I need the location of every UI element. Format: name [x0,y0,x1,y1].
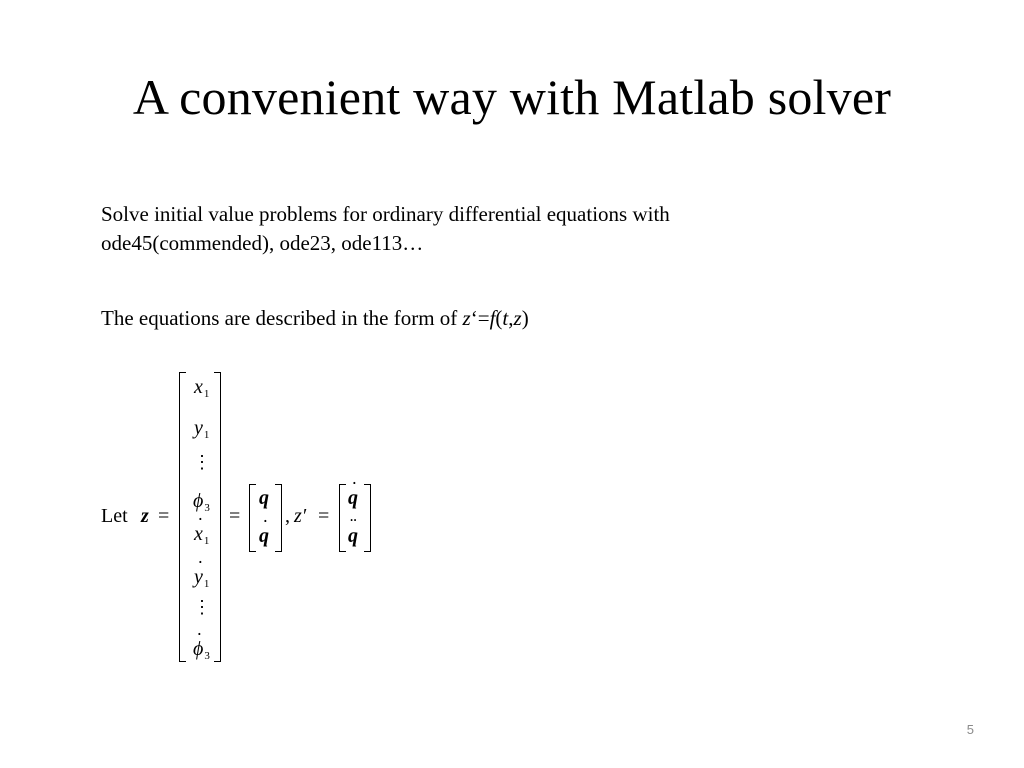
let-label: Let [101,505,128,527]
form-comma: , [508,306,514,330]
q-left-bracket [249,484,256,552]
form-text: The equations are described in the form of [101,306,463,330]
q-right-bracket [275,484,282,552]
slide-title: A convenient way with Matlab solver [132,69,892,125]
z-symbol: z [141,505,149,527]
comma: , [285,505,290,527]
entry-ydot1: ˙ $y_1$ [194,565,208,592]
form-f: f [489,306,496,330]
entry-phi3: $\phi_3$ [193,490,210,514]
entry-vdots-1: ⋮ [193,452,211,472]
solvers-line-1: Solve initial value problems for ordinary differential equations with [101,202,670,226]
q-symbol: q [259,487,269,509]
equals-2: = [229,505,241,527]
vector-right-bracket [214,372,221,662]
vector-left-bracket [179,372,186,662]
entry-vdots-2: ⋮ [193,597,211,617]
solvers-line-2: ode45(commended), ode23, ode113… [101,231,424,255]
entry-xdot1: ˙ $x_1$ [194,522,208,549]
form-t: t [502,306,509,330]
equals-3: = [318,505,330,527]
form-z2: z [513,306,522,330]
equals-1: = [158,505,170,527]
qdot-top-symbol: ˙ q [348,486,358,510]
form-z: z [462,306,471,330]
qdot-symbol: ˙ q [259,524,269,548]
qdot-right-bracket [364,484,371,552]
qddot-symbol: ¨ q [348,524,358,548]
form-prime-eq: ‘= [470,306,490,330]
page-number: 5 [966,722,974,737]
form-open: ( [495,306,503,330]
entry-y1: $y_1$ [194,417,210,441]
qdot-left-bracket [339,484,346,552]
zprime-symbol: z′ [294,505,307,527]
form-close: ) [521,306,529,330]
entry-x1: $x_1$ [194,376,210,400]
entry-phidot3: ˙ $\phi_3$ [193,637,209,664]
